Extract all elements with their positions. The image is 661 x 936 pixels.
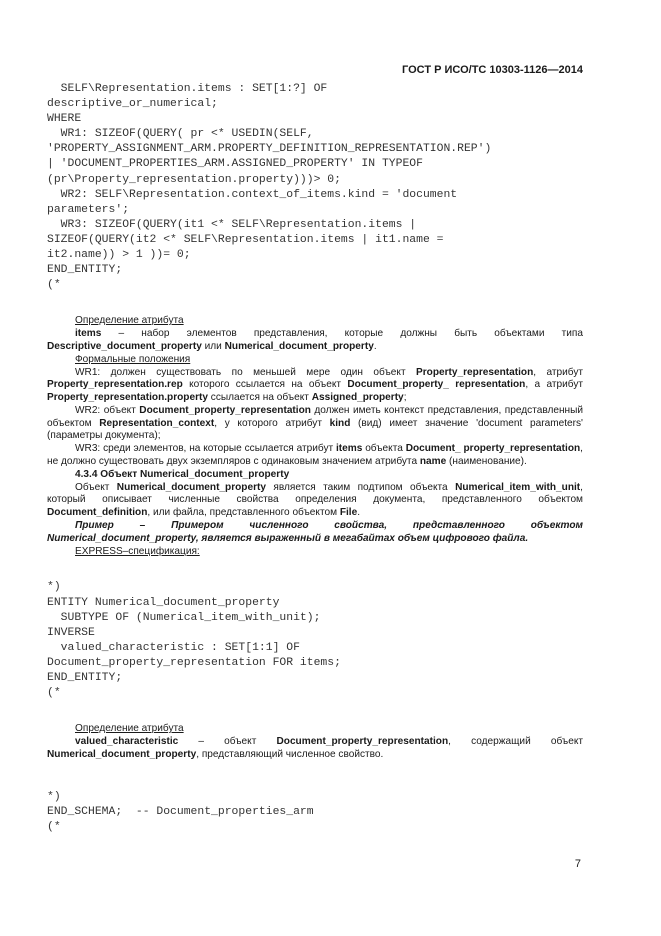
express-heading: EXPRESS–спецификация: [75, 545, 200, 557]
example-paragraph: Пример – Примером численного свойства, представленного объектом Numerical_document_property, является выраженный в мегабайтах объем цифрового файла. [47, 520, 583, 544]
document-header: ГОСТ Р ИСО/ТС 10303-1126—2014 [402, 64, 583, 76]
rule-wr3: WR3: среди элементов, на которые ссылается атрибут items объекта Document_ property_representation, не должно существовать двух экземпляров с одинаковым значением атрибута name (наименование). [47, 443, 583, 468]
definition-valued-characteristic: valued_characteristic – объект Document_property_representation, содержащий объект Numerical_document_property, представляющий численное свойство. [47, 736, 583, 760]
page-number: 7 [574, 858, 581, 870]
code-block-1: SELF\Representation.items : SET[1:?] OF descriptive_or_numerical; WHERE WR1: SIZEOF(QUERY( pr <* USEDIN(SELF, 'PROPERTY_ASSIGNMENT_ARM.PROPERTY_DEFINITION_REPRESENTATION.REP') | 'DOCUMENT_PROPERTIES_ARM.ASSIGNED_PROPERTY' IN TYPEOF (pr\Property_representation.property)))> 0; WR2: SELF\Representation.context_of_items.kind = 'document parameters'; WR3: SIZEOF(QUERY(it1 <* SELF\Representation.items | SIZEOF(QUERY(it2 <* SELF\Representation.items | it1.name = it2.name)) > 1 ))= 0; END_ENTITY; (* [47, 83, 492, 292]
attribute-definition-2 [47, 723, 583, 761]
definition-heading-2: Определение атрибута [75, 723, 184, 735]
attribute-definition-1 [47, 315, 583, 558]
section-title: 4.3.4 Объект Numerical_document_property [75, 468, 290, 480]
code-block-3: *) END_SCHEMA; -- Document_properties_arm (* [47, 790, 314, 833]
rule-wr2: WR2: объект Document_property_representation должен иметь контекст представления, представленный объектом Representation_context, у которого атрибут kind (вид) имеет значение 'document parameters' (параметры документа); [47, 404, 583, 442]
page-content [47, 82, 583, 835]
code-block-2: *) ENTITY Numerical_document_property SUBTYPE OF (Numerical_item_with_unit); INVERSE valued_characteristic : SET[1:1] OF Document_property_representation FOR items; END_ENTITY; (* [47, 581, 341, 700]
formal-heading: Формальные положения [75, 353, 191, 365]
definition-heading: Определение атрибута [75, 315, 184, 327]
definition-items: items – набор элементов представления, которые должны быть объектами типа Descriptive_document_property или Numerical_document_property. [47, 328, 583, 352]
rule-wr1: WR1: должен существовать по меньшей мере один объект Property_representation, атрибут Property_representation.rep которого ссылается на объект Document_property_ representation, а атрибут Property_representation.property ссылается на объект Assigned_property; [47, 366, 583, 404]
section-paragraph: Объект Numerical_document_property является таким подтипом объекта Numerical_item_with_unit, который описывает численные свойства определения документа, представленного объектом Document_definition, или файла, представленного объектом File. [47, 481, 583, 519]
